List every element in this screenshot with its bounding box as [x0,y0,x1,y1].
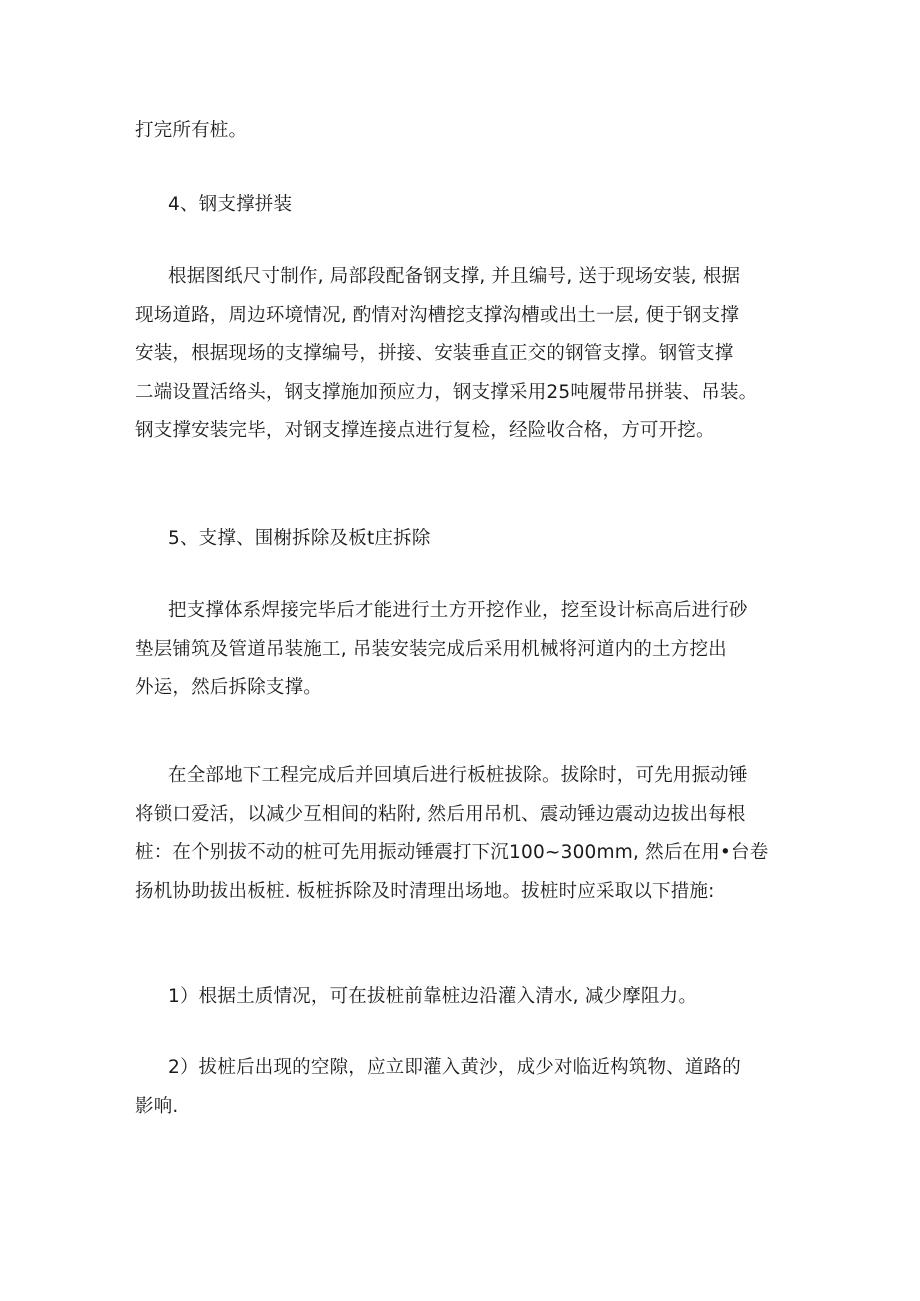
paragraph-pile-removal [135,757,795,911]
text-line: 2）拔桩后出现的空隙，应立即灌入黄沙，成少对临近构筑物、道路的 [168,1057,741,1078]
text-line: 打完所有桩。 [135,120,248,141]
text-line: 现场道路，周边环境情况, 酌情对沟槽挖支撑沟槽或出土一层, 便于钢支撑 [135,304,740,326]
text-line: 外运，然后拆除支撑。 [135,677,323,698]
text-line: 桩：在个别拔不动的桩可先用振动锤震打下沉100~300mm, 然后在用•台卷 [135,842,769,863]
text-line: 二端设置活络头，钢支撑施加预应力，钢支撑采用25吨履带吊拼装、吊装。 [135,381,758,403]
text-line: 在全部地下工程完成后并回填后进行板桩拔除。拔除时，可先用振动锤 [168,765,748,786]
text-line: 把支撑体系焊接完毕后才能进行土方开挖作业，挖至设计标高后进行砂 [168,600,748,621]
list-item-2 [135,1049,795,1126]
paragraph-excavation [135,592,795,708]
heading-text: 5、支撑、围榭拆除及板t庄拆除 [168,528,431,549]
text-line: 扬机协助拔出板桩. 板桩拆除及时清理出场地。拔桩时应采取以下措施: [135,880,715,902]
paragraph-steel-support [135,258,795,451]
text-line: 将锁口爱活，以减少互相间的粘附, 然后用吊机、震动锤边震动边拔出每根 [135,803,746,825]
heading-text: 4、钢支撑拼装 [168,194,293,215]
section-heading-4 [135,186,795,225]
text-line: 根据图纸尺寸制作, 局部段配备钢支撑, 并且编号, 送于现场安装, 根据 [168,266,741,287]
text-line: 影响. [135,1095,179,1117]
text-line: 钢支撑安装完毕，对钢支撑连接点进行复检，经险收合格，方可开挖。 [135,420,715,441]
text-line: 1）根据土质情况，可在拔桩前靠桩边沿灌入清水, 减少摩阻力。 [168,986,698,1007]
paragraph-continuation [135,112,795,151]
text-line: 安装，根据现场的支撑编号，拼接、安装垂直正交的钢管支撑。钢管支撑 [135,343,734,364]
text-line: 垫层铺筑及管道吊装施工, 吊装安装完成后采用机械将河道内的土方挖出 [135,638,727,660]
section-heading-5 [135,520,795,559]
list-item-1 [135,978,795,1017]
